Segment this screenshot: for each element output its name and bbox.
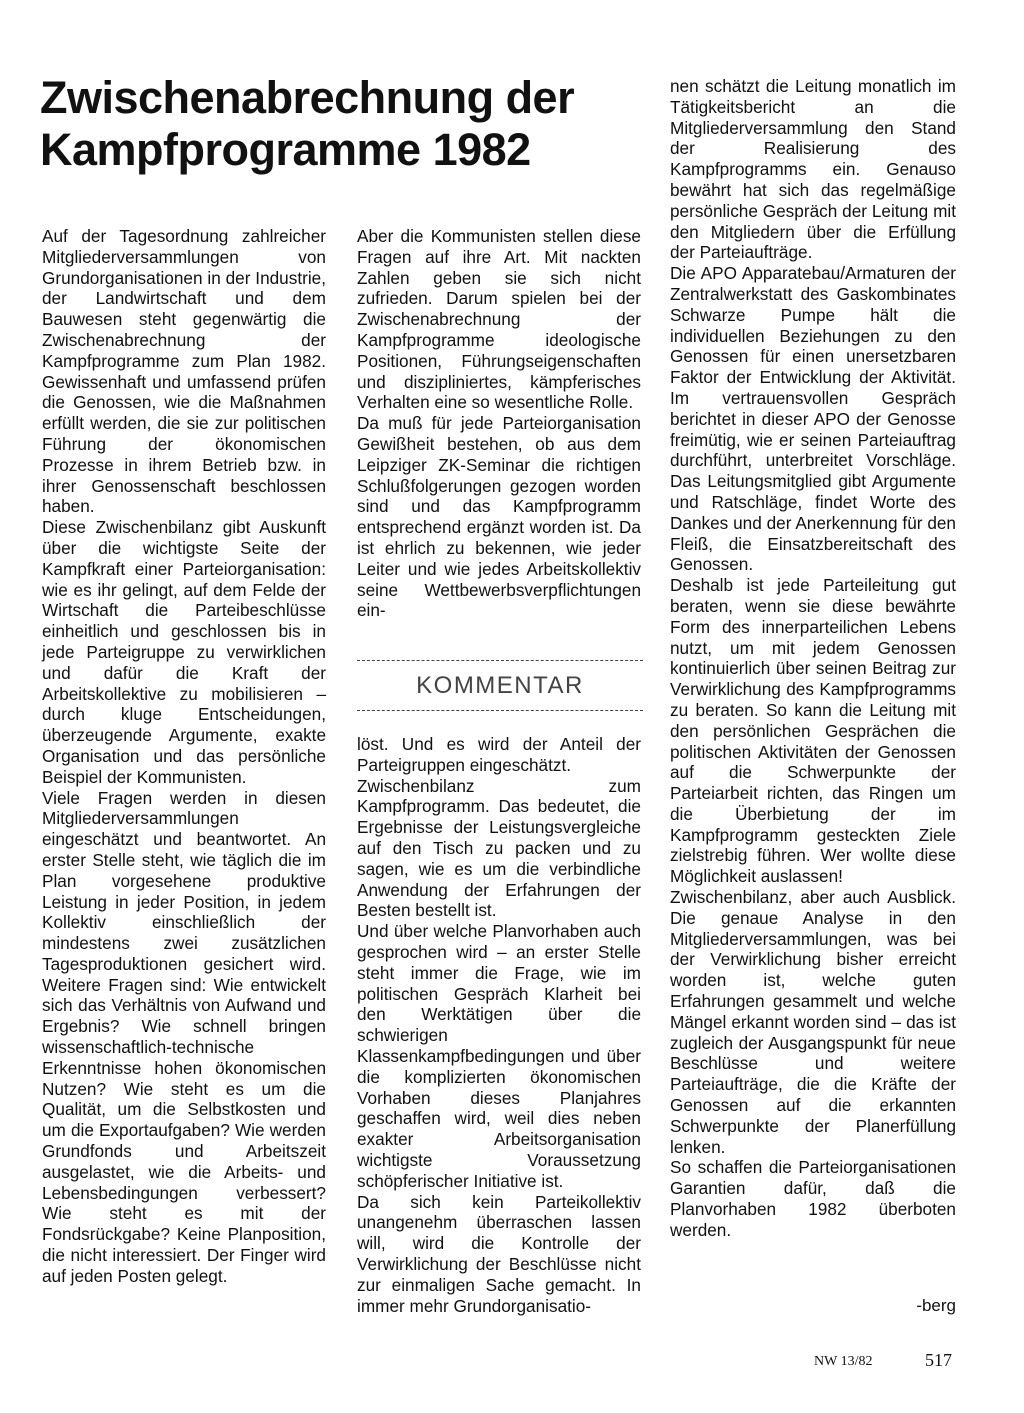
paragraph: löst. Und es wird der Anteil der Parteigruppen eingeschätzt. bbox=[357, 734, 641, 775]
paragraph: Zwischenbilanz zum Kampfprogramm. Das bedeutet, die Ergebnisse der Leistungsvergleiche auf den Tisch zu packen und zu sagen, wie es um die verbindliche Anwendung der Erfahrungen der Besten bestellt ist. bbox=[357, 775, 641, 921]
paragraph: Aber die Kommunisten stellen diese Fragen auf ihre Art. Mit nackten Zahlen geben sie sich nicht zufrieden. Darum spielen bei der Zwischenabrechnung der Kampfprogramme ideologische Positionen, Führungseigenschaften und diszipliniertes, kämpferisches Verhalten eine so wesentliche Rolle. bbox=[357, 226, 641, 413]
paragraph: Da sich kein Parteikollektiv unangenehm überraschen lassen will, wird die Kontrolle der Verwirklichung der Beschlüsse nicht zur einmaligen Sache gemacht. In immer mehr Grundorganisatio- bbox=[357, 1191, 641, 1316]
article-title: Zwischenabrechnung der Kampfprogramme 1982 bbox=[40, 72, 575, 175]
journal-reference: NW 13/82 bbox=[814, 1354, 873, 1369]
column-2-bottom bbox=[357, 734, 641, 1316]
kommentar-rule-bottom bbox=[357, 710, 643, 711]
author-signature: -berg bbox=[916, 1296, 956, 1315]
paragraph: Deshalb ist jede Parteileitung gut beraten, wenn sie diese bewährte Form des innerparteilichen Lebens nutzt, um mit jedem Genossen kontinuierlich über seinen Beitrag zur Verwirklichung des Kampfprogramms zu beraten. So kann die Leitung mit den persönlichen Gesprächen die politischen Aktivitäten der Genossen auf die Schwerpunkte der Parteiarbeit richten, das Ringen um die Überbietung der im Kampfprogramm gesteckten Ziele zielstrebig führen. Wer wollte diese Möglichkeit auslassen! bbox=[670, 575, 956, 887]
kommentar-label: KOMMENTAR bbox=[416, 672, 584, 699]
page-number: 517 bbox=[925, 1350, 952, 1370]
kommentar-rule-top bbox=[357, 660, 643, 661]
column-1 bbox=[42, 226, 326, 1287]
paragraph: Diese Zwischenbilanz gibt Auskunft über die wichtigste Seite der Kampfkraft einer Parteiorganisation: wie es ihr gelingt, auf dem Felde der Wirtschaft die Parteibeschlüsse einheitlich und geschlossen bis in jede Parteigruppe zu verwirklichen und dafür die Kraft der Arbeitskollektive zu mobilisieren – durch kluge Entscheidungen, überzeugende Argumente, exakte Organisation und das persönliche Beispiel der Kommunisten. bbox=[42, 517, 326, 787]
paragraph: Viele Fragen werden in diesen Mitgliederversammlungen eingeschätzt und beantwortet. An erster Stelle steht, wie täglich die im Plan vorgesehene produktive Leistung in jeder Position, in jedem Kollektiv einschließlich der mindestens zwei zusätzlichen Tagesproduktionen gesichert wird. Weitere Fragen sind: Wie entwickelt sich das Verhältnis von Aufwand und Ergebnis? Wie schnell bringen wissenschaftlich-technische Erkenntnisse hohen ökonomischen Nutzen? Wie steht es um die Qualität, um die Selbstkosten und um die Exportaufgaben? Wie werden Grundfonds und Arbeitszeit ausgelastet, wie die Arbeits- und Lebensbedingungen verbessert? Wie steht es mit der Fondsrückgabe? Keine Planposition, die nicht interessiert. Der Finger wird auf jeden Posten gelegt. bbox=[42, 787, 326, 1286]
paragraph: So schaffen die Parteiorganisationen Garantien dafür, daß die Planvorhaben 1982 überboten werden. bbox=[670, 1157, 956, 1240]
paragraph: nen schätzt die Leitung monatlich im Tätigkeitsbericht an die Mitgliederversammlung den Stand der Realisierung des Kampfprogramms ein. Genauso bewährt hat sich das regelmäßige persönliche Gespräch der Leitung mit den Mitgliedern über die Erfüllung der Parteiaufträge. bbox=[670, 76, 956, 263]
column-2-top bbox=[357, 226, 641, 621]
column-3 bbox=[670, 76, 956, 1241]
paragraph: Die APO Apparatebau/Armaturen der Zentralwerkstatt des Gaskombinates Schwarze Pumpe hält die individuellen Beziehungen zu den Genossen für einen unersetzbaren Faktor der Entwicklung der Aktivität. Im vertrauensvollen Gespräch berichtet in dieser APO der Genosse freimütig, wie er seinen Parteiauftrag durchführt, unterbreitet Vorschläge. Das Leitungsmitglied gibt Argumente und Ratschläge, findet Worte des Dankes und der Anerkennung für den Fleiß, die Einsatzbereitschaft des Genossen. bbox=[670, 263, 956, 575]
paragraph: Da muß für jede Parteiorganisation Gewißheit bestehen, ob aus dem Leipziger ZK-Seminar die richtigen Schlußfolgerungen gezogen worden sind und das Kampfprogramm entsprechend ergänzt worden ist. Da ist ehrlich zu bekennen, wie jeder Leiter und wie jedes Arbeitskollektiv seine Wettbewerbsverpflichtungen ein- bbox=[357, 413, 641, 621]
paragraph: Auf der Tagesordnung zahlreicher Mitgliederversammlungen von Grundorganisationen in der Industrie, der Landwirtschaft und dem Bauwesen steht gegenwärtig die Zwischenabrechnung der Kampfprogramme zum Plan 1982. Gewissenhaft und umfassend prüfen die Genossen, wie die Maßnahmen erfüllt werden, die sie zur politischen Führung der ökonomischen Prozesse in ihrem Betrieb bzw. in ihrer Genossenschaft beschlossen haben. bbox=[42, 226, 326, 517]
paragraph: Und über welche Planvorhaben auch gesprochen wird – an erster Stelle steht immer die Frage, wie im politischen Gespräch Klarheit bei den Werktätigen über die schwierigen Klassenkampfbedingungen und über die komplizierten ökonomischen Vorhaben dieses Planjahres geschaffen wird, weil dies neben exakter Arbeitsorganisation wichtigste Voraussetzung schöpferischer Initiative ist. bbox=[357, 921, 641, 1191]
paragraph: Zwischenbilanz, aber auch Ausblick. Die genaue Analyse in den Mitgliederversammlungen, was bei der Verwirklichung bisher erreicht worden ist, welche guten Erfahrungen gesammelt und welche Mängel erkannt worden sind – das ist zugleich der Ausgangspunkt für neue Beschlüsse und weitere Parteiaufträge, die die Kräfte der Genossen auf die erkannten Schwerpunkte der Planerfüllung lenken. bbox=[670, 887, 956, 1157]
